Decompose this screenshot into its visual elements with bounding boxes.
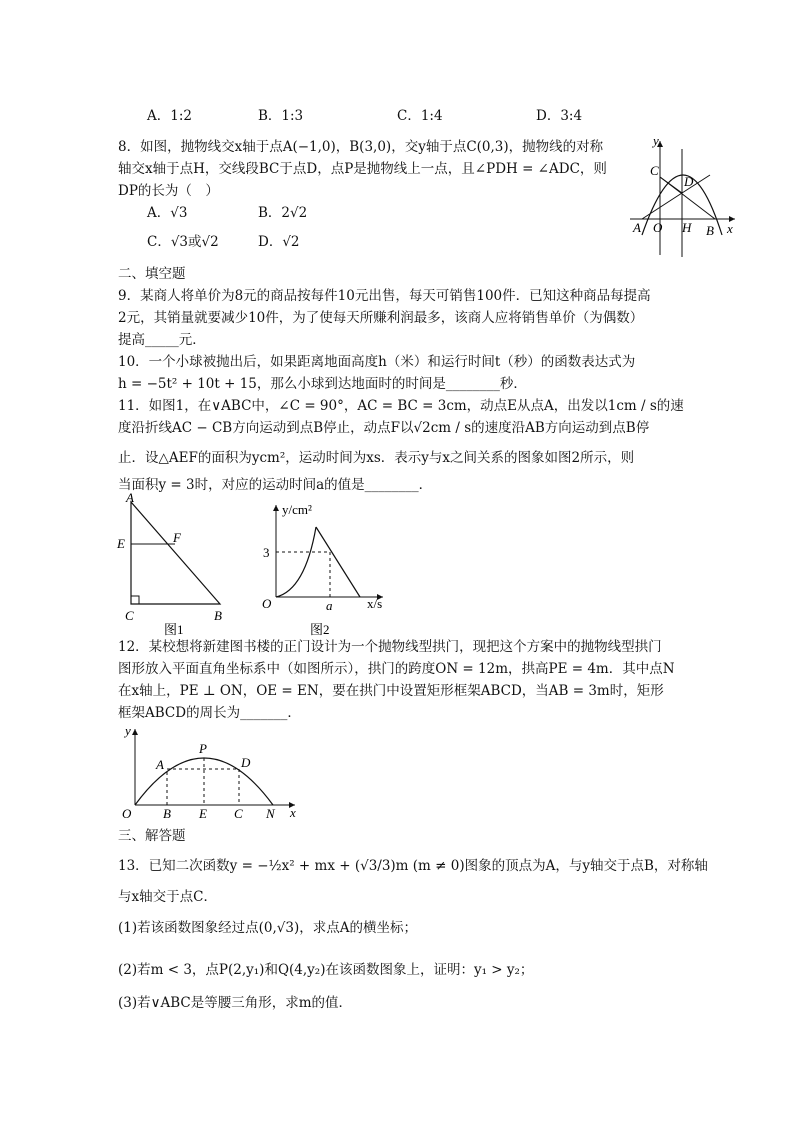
q11-line-2: 度沿折线AC − CB方向运动到点B停止，动点F以√2cm / s的速度沿AB方向运动到点B停 bbox=[118, 420, 650, 436]
x-label: x bbox=[727, 221, 733, 236]
origin-label: O bbox=[122, 806, 132, 821]
q8-option-c: C．√3或√2 bbox=[147, 234, 219, 250]
q12-line-2: 图形放入平面直角坐标系中（如图所示），拱门的跨度ON = 12m，拱高PE = 4m．其中点N bbox=[118, 661, 675, 677]
point-d-label: D bbox=[241, 755, 251, 770]
figure-2-caption: 图2 bbox=[310, 622, 330, 637]
q12-line-3: 在x轴上，PE ⊥ ON，OE = EN，要在拱门中设置矩形框架ABCD，当AB = 3m时，矩形 bbox=[118, 683, 664, 699]
point-d-label: D bbox=[684, 174, 694, 189]
point-c-label: C bbox=[125, 608, 134, 623]
point-a-label: A bbox=[126, 492, 134, 505]
q12-line-1: 12．某校想将新建图书楼的正门设计为一个抛物线型拱门，现把这个方案中的抛物线型拱门 bbox=[118, 639, 662, 655]
q12-arch-figure bbox=[115, 723, 305, 823]
point-n-label: N bbox=[266, 806, 275, 821]
tick-a: a bbox=[326, 598, 333, 613]
q11-figure-1 bbox=[112, 492, 242, 640]
q8-line-1: 8．如图，抛物线交x轴于点A(−1,0)，B(3,0)，交y轴于点C(0,3)，抛物线的对称 bbox=[118, 139, 604, 155]
q13-part-2: (2)若m < 3，点P(2,y₁)和Q(4,y₂)在该函数图象上，证明：y₁ > y₂； bbox=[118, 962, 534, 978]
figure-1-caption: 图1 bbox=[164, 622, 184, 637]
q11-line-3: 止．设△AEF的面积为ycm²，运动时间为xs．表示y与x之间关系的图象如图2所示，则 bbox=[118, 450, 635, 466]
q7-option-b: B．1:3 bbox=[258, 108, 304, 124]
point-c-label: C bbox=[234, 806, 243, 821]
q8-parabola-figure bbox=[620, 135, 745, 260]
q13-part-1: (1)若该函数图象经过点(0,√3)，求点A的横坐标； bbox=[118, 920, 417, 936]
point-h-label: H bbox=[682, 220, 692, 235]
rectangle-abcd bbox=[167, 769, 239, 805]
point-p-label: P bbox=[199, 741, 207, 756]
point-e-label: E bbox=[199, 806, 207, 821]
curve-rising bbox=[276, 527, 316, 597]
tick-3: 3 bbox=[263, 545, 270, 560]
q9-line-3: 提高_____元． bbox=[118, 332, 206, 348]
point-c-label: C bbox=[650, 163, 659, 178]
origin-label: O bbox=[653, 220, 663, 235]
y-axis-label: y/cm² bbox=[282, 502, 312, 517]
right-angle-mark bbox=[131, 596, 139, 604]
q11-figure-2 bbox=[255, 500, 395, 640]
y-label: y bbox=[653, 135, 659, 148]
q13-line-1: 13．已知二次函数y = −½x² + mx + (√3/3)m (m ≠ 0)图象的顶点为A，与y轴交于点B，对称轴 bbox=[118, 858, 708, 874]
q10-line-2: h = −5t² + 10t + 15，那么小球到达地面时的时间是________秒． bbox=[118, 376, 527, 392]
q8-line-3: DP的长为（ ） bbox=[118, 183, 219, 199]
q11-line-4: 当面积y = 3时，对应的运动时间a的值是________． bbox=[118, 477, 433, 493]
section-fill-blank-title: 二、填空题 bbox=[118, 266, 186, 282]
point-b-label: B bbox=[706, 223, 714, 238]
point-b-label: B bbox=[163, 806, 171, 821]
q9-line-1: 9．某商人将单价为8元的商品按每件10元出售，每天可销售100件．已知这种商品每提高 bbox=[118, 288, 651, 304]
q11-line-1: 11．如图1，在∨ABC中，∠C = 90°，AC = BC = 3cm，动点E从点A，出发以1cm / s的速 bbox=[118, 398, 684, 414]
q13-line-2: 与x轴交于点C． bbox=[118, 889, 217, 905]
q12-line-4: 框架ABCD的周长为_______． bbox=[118, 705, 301, 721]
point-b-label: B bbox=[214, 608, 222, 623]
x-label: x bbox=[290, 805, 296, 820]
q8-option-b: B．2√2 bbox=[258, 205, 308, 221]
point-f-label: F bbox=[173, 530, 181, 545]
q9-line-2: 2元，其销量就要减少10件，为了使每天所赚利润最多，该商人应将销售单价（为偶数） bbox=[118, 310, 644, 326]
q8-option-d: D．√2 bbox=[258, 234, 300, 250]
q8-line-2: 轴交x轴于点H，交线段BC于点D，点P是抛物线上一点，且∠PDH = ∠ADC，则 bbox=[118, 161, 607, 177]
segment-ad bbox=[642, 193, 682, 219]
q10-line-1: 10．一个小球被抛出后，如果距离地面高度h（米）和运行时间t（秒）的函数表达式为 bbox=[118, 354, 636, 370]
y-label: y bbox=[125, 723, 131, 738]
q7-option-c: C．1:4 bbox=[397, 108, 443, 124]
point-e-label: E bbox=[117, 536, 125, 551]
point-a-label: A bbox=[633, 220, 641, 235]
section-solution-title: 三、解答题 bbox=[118, 828, 186, 844]
origin-label: O bbox=[262, 596, 272, 611]
x-axis-label: x/s bbox=[367, 596, 383, 611]
point-a-label: A bbox=[156, 757, 164, 772]
line-falling bbox=[316, 527, 360, 597]
q7-option-d: D．3:4 bbox=[536, 108, 583, 124]
q13-part-3: (3)若∨ABC是等腰三角形，求m的值． bbox=[118, 995, 353, 1011]
triangle-abc bbox=[131, 502, 220, 604]
q8-option-a: A．√3 bbox=[147, 205, 188, 221]
q7-option-a: A．1:2 bbox=[147, 108, 192, 124]
